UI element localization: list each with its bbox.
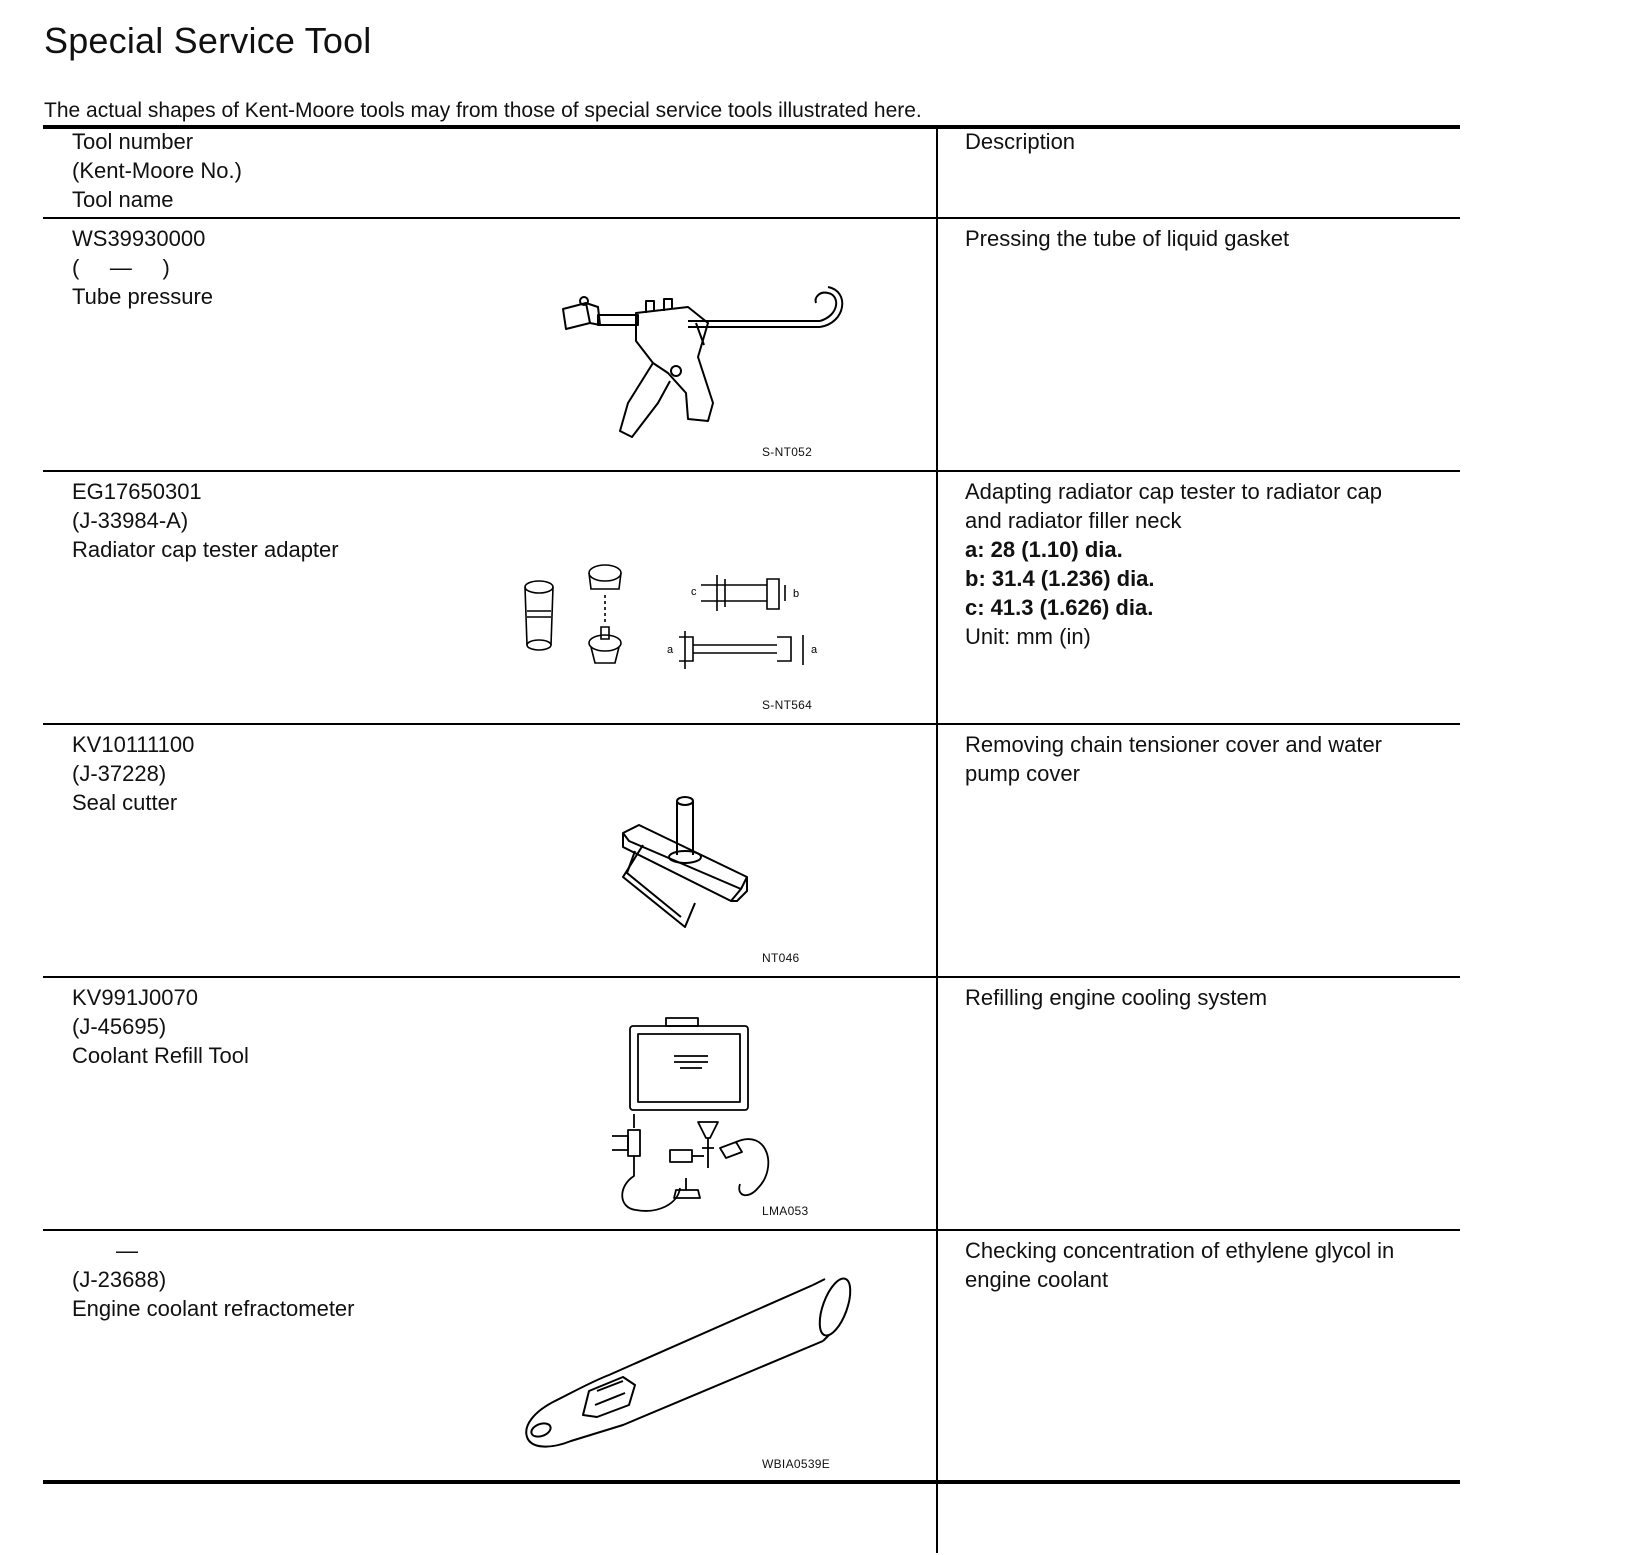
description-line: Removing chain tensioner cover and water [965,732,1383,757]
header-kent-moore: (Kent-Moore No.) [72,158,242,183]
page-title: Special Service Tool [44,20,372,61]
spec-a: a: 28 (1.10) dia. [965,537,1123,562]
description-line: and radiator filler neck [965,508,1182,533]
header-tool-name: Tool name [72,187,174,212]
table-top-rule [43,125,1460,129]
table-row-5-tool [72,1236,355,1323]
description-line: Pressing the tube of liquid gasket [965,226,1290,251]
table-row-3-description [965,730,1382,788]
table-row-4-tool [72,983,249,1070]
row-3-rule [43,976,1460,978]
radiator-cap-adapter-illustration [521,555,851,685]
refractometer-illustration [513,1265,853,1455]
header-tool-col [72,127,242,214]
tool-number: KV991J0070 [72,985,198,1010]
kent-moore-number: (J-33984-A) [72,508,189,533]
tool-name: Seal cutter [72,790,178,815]
kent-moore-number: (J-45695) [72,1014,167,1039]
seal-cutter-illustration [619,793,769,933]
svg-text:b: b [793,588,800,600]
kent-moore-number: ( — ) [72,255,170,280]
svg-text:c: c [691,586,697,598]
table-row-1-description [965,224,1289,253]
tool-table [43,125,1460,1555]
svg-text:a: a [811,644,818,656]
row-1-rule [43,470,1460,472]
svg-text:a: a [667,644,674,656]
tool-name: Radiator cap tester adapter [72,537,339,562]
tool-name: Engine coolant refractometer [72,1296,355,1321]
table-row-4-description [965,983,1267,1012]
description-line: Refilling engine cooling system [965,985,1268,1010]
table-row-2-description [965,477,1382,651]
header-tool-number: Tool number [72,129,194,154]
header-rule [43,217,1460,219]
figure-code: S-NT052 [762,445,813,459]
figure-code: WBIA0539E [762,1457,831,1471]
tool-number: WS39930000 [72,226,206,251]
table-bottom-rule [43,1480,1460,1484]
table-row-3-tool [72,730,194,817]
figure-code: S-NT564 [762,698,813,712]
description-line: Checking concentration of ethylene glycol in [965,1238,1395,1263]
tube-pressure-illustration [558,293,848,453]
tool-number: KV10111100 [72,732,195,757]
row-2-rule [43,723,1460,725]
column-divider [936,125,938,1553]
table-row-5-description [965,1236,1394,1294]
figure-code: NT046 [762,951,800,965]
header-description: Description [965,129,1076,154]
table-row-1-tool [72,224,213,311]
spec-b: b: 31.4 (1.236) dia. [965,566,1155,591]
description-line: pump cover [965,761,1080,786]
row-4-rule [43,1229,1460,1231]
tool-name: Tube pressure [72,284,214,309]
spec-c: c: 41.3 (1.626) dia. [965,595,1154,620]
kent-moore-number: (J-37228) [72,761,167,786]
description-line: engine coolant [965,1267,1109,1292]
tool-number: EG17650301 [72,479,202,504]
coolant-refill-tool-illustration [608,1018,788,1218]
kent-moore-number: (J-23688) [72,1267,167,1292]
description-line: Adapting radiator cap tester to radiator cap [965,479,1383,504]
tool-number: — [116,1238,138,1263]
figure-code: LMA053 [762,1204,809,1218]
table-row-2-tool [72,477,339,564]
page-note: The actual shapes of Kent-Moore tools may from those of special service tools illustrated here. [44,99,922,122]
tool-name: Coolant Refill Tool [72,1043,249,1068]
unit-label: Unit: mm (in) [965,624,1091,649]
